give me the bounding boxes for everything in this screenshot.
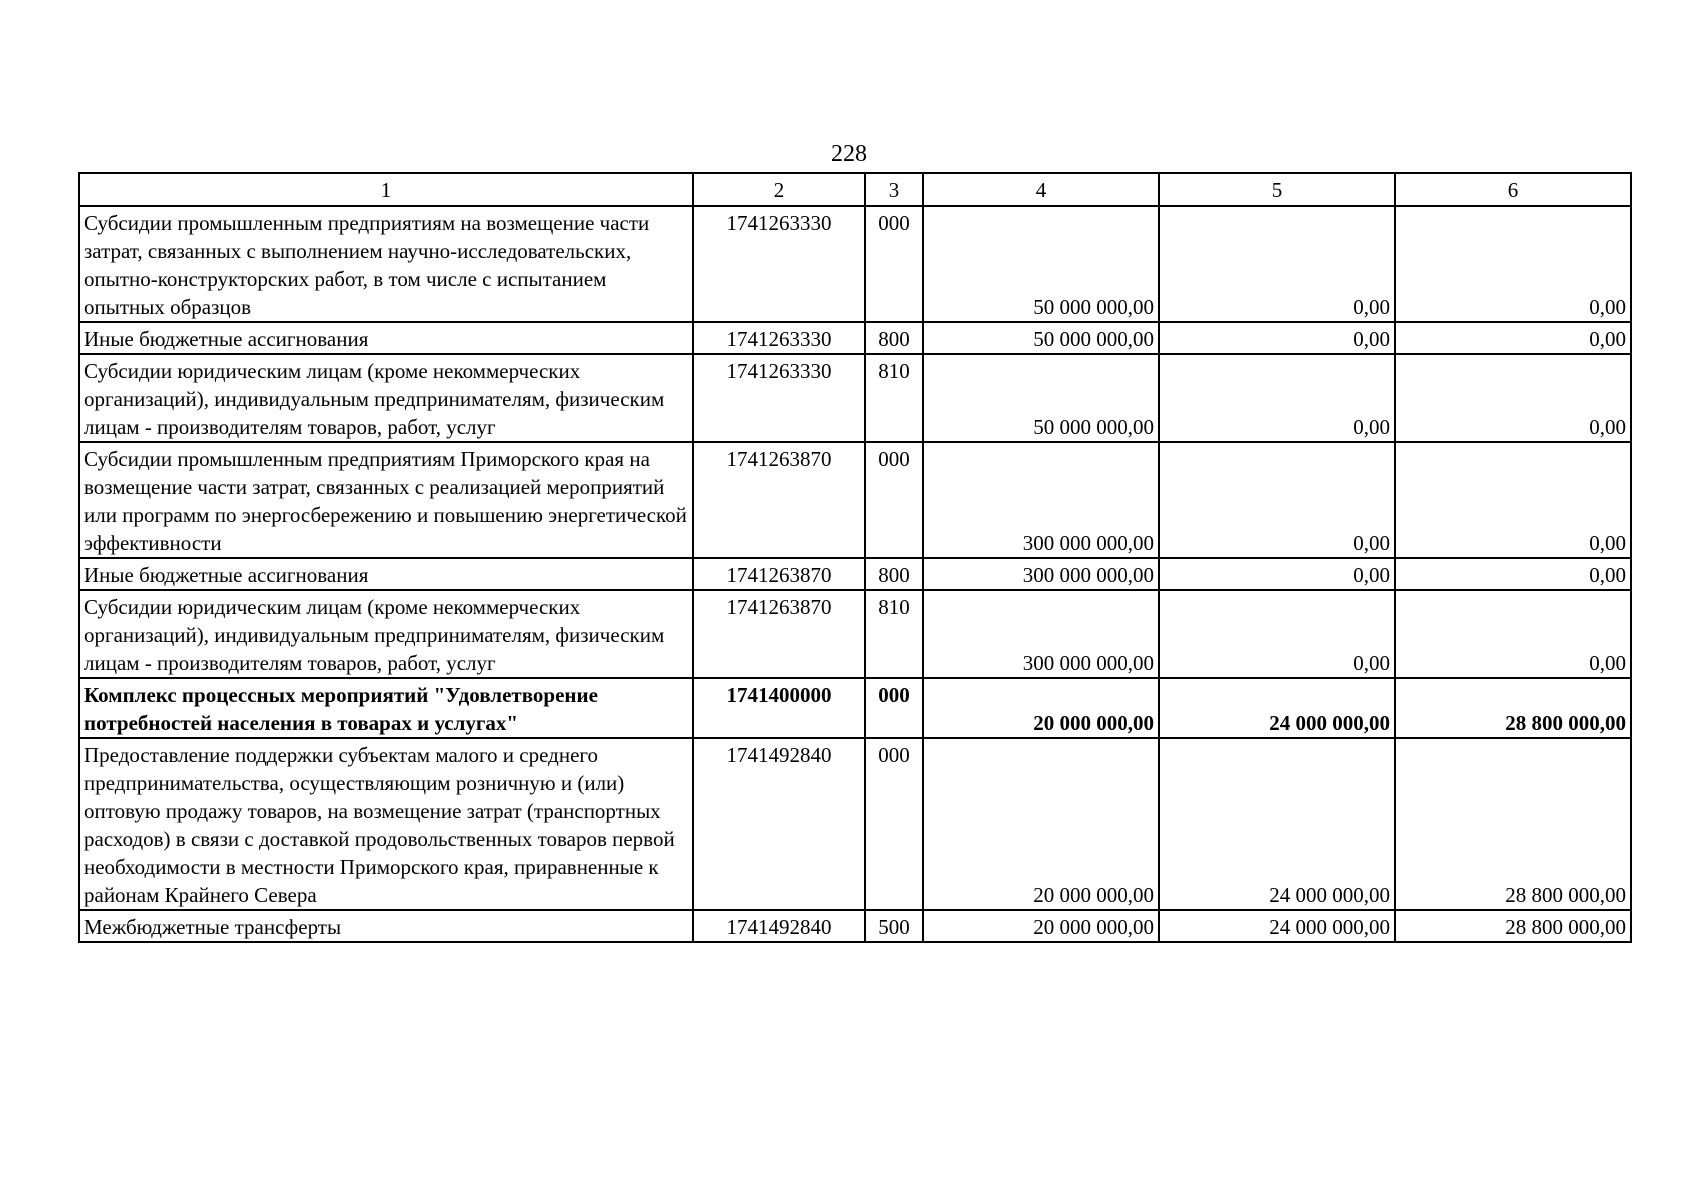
column-number-header: [79, 173, 1631, 206]
table-row: [79, 910, 1631, 942]
amount-col-5: 0,00: [1159, 354, 1395, 442]
target-article-code: 1741263330: [693, 206, 865, 322]
amount-col-5: 24 000 000,00: [1159, 678, 1395, 738]
column-header: 4: [923, 173, 1159, 206]
row-name: Субсидии промышленным предприятиям Приморского края на возмещение части затрат, связанных с реализацией мероприятий или программ по энергосбережению и повышению энергетической эффективности: [79, 442, 693, 558]
amount-col-5: 0,00: [1159, 206, 1395, 322]
target-article-code: 1741492840: [693, 738, 865, 910]
target-article-code: 1741492840: [693, 910, 865, 942]
amount-col-6: 0,00: [1395, 206, 1631, 322]
row-name: Субсидии юридическим лицам (кроме некоммерческих организаций), индивидуальным предпринимателям, физическим лицам - производителям товаров, работ, услуг: [79, 354, 693, 442]
amount-col-4: 20 000 000,00: [923, 910, 1159, 942]
expense-type-code: 000: [865, 678, 923, 738]
amount-col-6: 0,00: [1395, 590, 1631, 678]
expense-type-code: 810: [865, 590, 923, 678]
amount-col-5: 0,00: [1159, 442, 1395, 558]
expense-type-code: 000: [865, 442, 923, 558]
amount-col-6: 0,00: [1395, 322, 1631, 354]
amount-col-5: 24 000 000,00: [1159, 738, 1395, 910]
amount-col-5: 0,00: [1159, 322, 1395, 354]
budget-table: [78, 172, 1632, 943]
amount-col-4: 20 000 000,00: [923, 738, 1159, 910]
amount-col-6: 0,00: [1395, 558, 1631, 590]
row-name: Комплекс процессных мероприятий "Удовлетворение потребностей населения в товарах и услугах": [79, 678, 693, 738]
table-row: [79, 442, 1631, 558]
row-name: Предоставление поддержки субъектам малого и среднего предпринимательства, осуществляющим розничную и (или) оптовую продажу товаров, на возмещение затрат (транспортных расходов) в связи с доставкой продовольственных товаров первой необходимости в местности Приморского края, приравненные к районам Крайнего Севера: [79, 738, 693, 910]
column-header: 3: [865, 173, 923, 206]
amount-col-4: 300 000 000,00: [923, 558, 1159, 590]
expense-type-code: 000: [865, 738, 923, 910]
row-name: Иные бюджетные ассигнования: [79, 558, 693, 590]
row-name: Субсидии промышленным предприятиям на возмещение части затрат, связанных с выполнением научно-исследовательских, опытно-конструкторских работ, в том числе с испытанием опытных образцов: [79, 206, 693, 322]
amount-col-6: 28 800 000,00: [1395, 910, 1631, 942]
table-row: [79, 558, 1631, 590]
target-article-code: 1741263330: [693, 354, 865, 442]
table-row: [79, 590, 1631, 678]
amount-col-6: 28 800 000,00: [1395, 738, 1631, 910]
expense-type-code: 800: [865, 558, 923, 590]
table-row: [79, 206, 1631, 322]
row-name: Субсидии юридическим лицам (кроме некоммерческих организаций), индивидуальным предпринимателям, физическим лицам - производителям товаров, работ, услуг: [79, 590, 693, 678]
column-header: 6: [1395, 173, 1631, 206]
amount-col-5: 24 000 000,00: [1159, 910, 1395, 942]
target-article-code: 1741263870: [693, 590, 865, 678]
page-number: 228: [831, 141, 867, 167]
amount-col-4: 50 000 000,00: [923, 322, 1159, 354]
table-row: [79, 678, 1631, 738]
row-name: Иные бюджетные ассигнования: [79, 322, 693, 354]
amount-col-6: 28 800 000,00: [1395, 678, 1631, 738]
expense-type-code: 800: [865, 322, 923, 354]
column-header: 2: [693, 173, 865, 206]
amount-col-4: 300 000 000,00: [923, 442, 1159, 558]
amount-col-4: 50 000 000,00: [923, 354, 1159, 442]
amount-col-6: 0,00: [1395, 354, 1631, 442]
target-article-code: 1741263330: [693, 322, 865, 354]
table-row: [79, 738, 1631, 910]
expense-type-code: 000: [865, 206, 923, 322]
expense-type-code: 500: [865, 910, 923, 942]
amount-col-5: 0,00: [1159, 558, 1395, 590]
table-row: [79, 322, 1631, 354]
target-article-code: 1741263870: [693, 558, 865, 590]
table-row: [79, 354, 1631, 442]
amount-col-6: 0,00: [1395, 442, 1631, 558]
amount-col-4: 20 000 000,00: [923, 678, 1159, 738]
amount-col-4: 300 000 000,00: [923, 590, 1159, 678]
amount-col-4: 50 000 000,00: [923, 206, 1159, 322]
amount-col-5: 0,00: [1159, 590, 1395, 678]
column-header: 5: [1159, 173, 1395, 206]
row-name: Межбюджетные трансферты: [79, 910, 693, 942]
column-header: 1: [79, 173, 693, 206]
expense-type-code: 810: [865, 354, 923, 442]
target-article-code: 1741400000: [693, 678, 865, 738]
target-article-code: 1741263870: [693, 442, 865, 558]
